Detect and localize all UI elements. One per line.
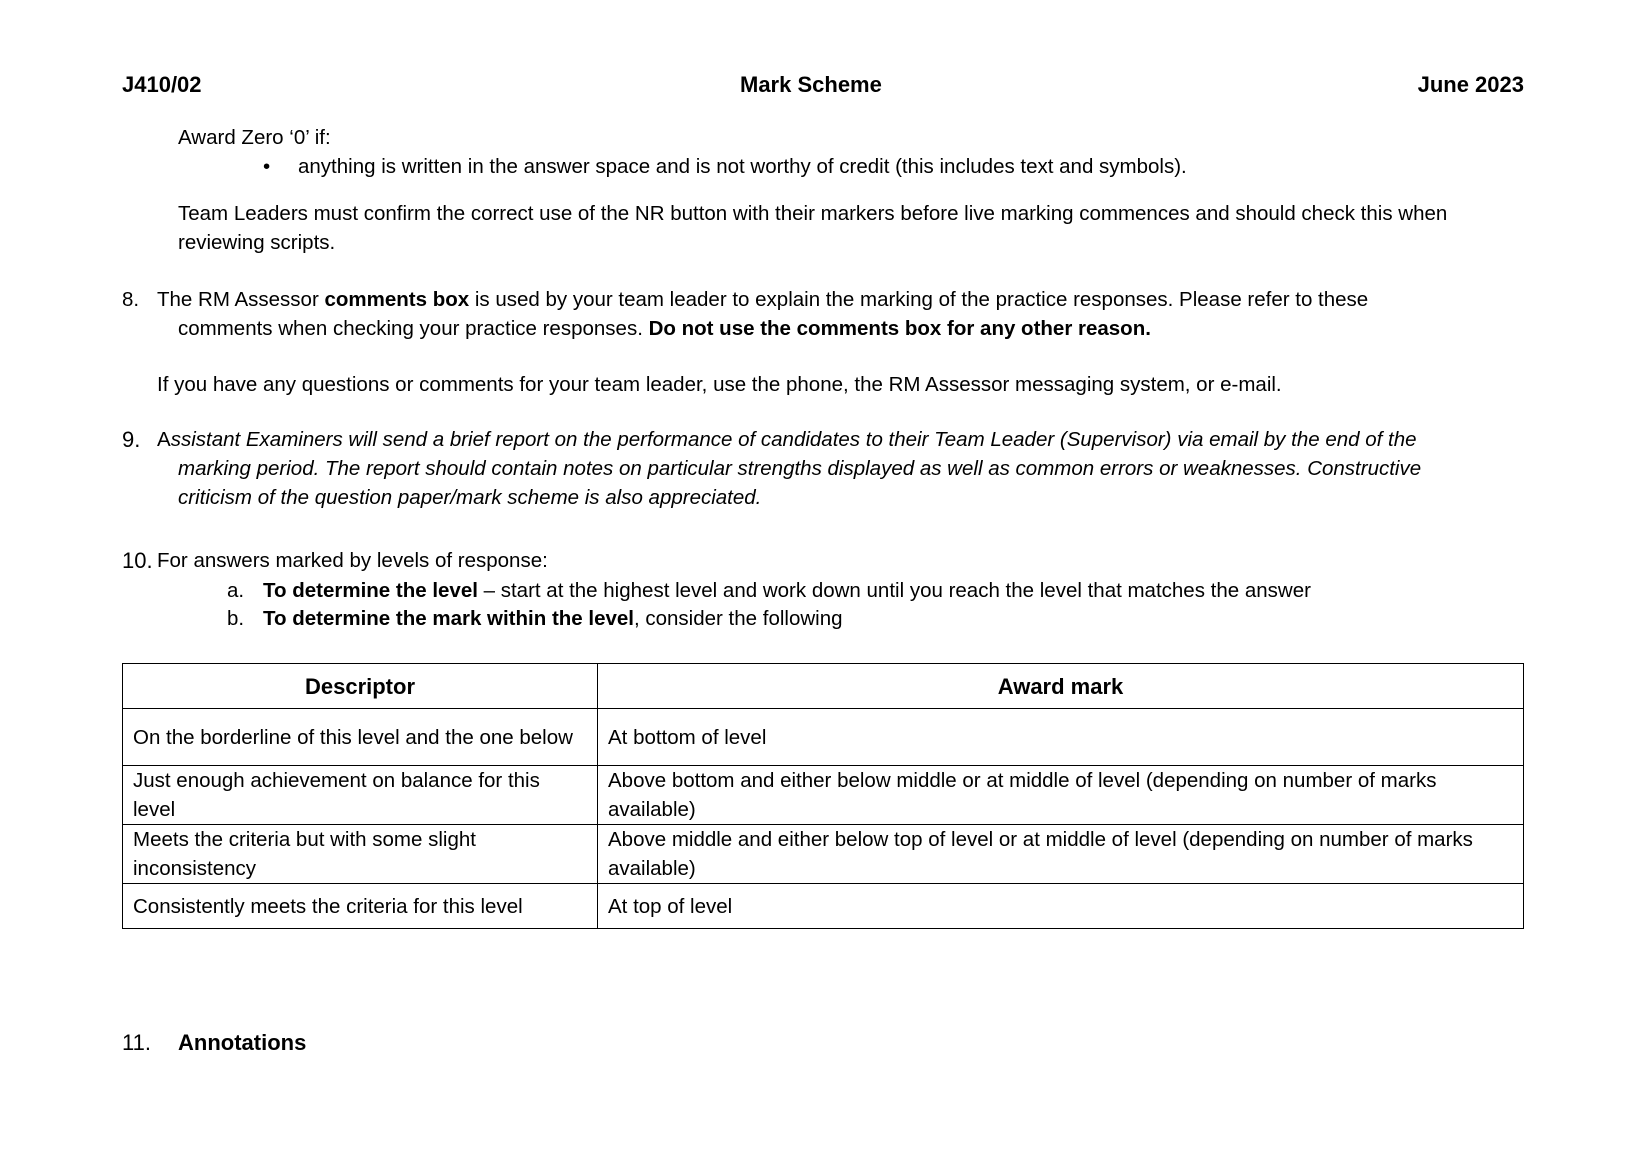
item-10-number: 10. <box>122 548 153 573</box>
team-leaders-line2: reviewing scripts. <box>178 231 336 254</box>
team-leaders-line1: Team Leaders must confirm the correct use of the NR button with their markers before live marking commences and should check this when <box>178 202 1448 225</box>
table-cell-descriptor: On the borderline of this level and the one below <box>123 709 598 766</box>
item-9-line1: Assistant Examiners will send a brief report on the performance of candidates to their Team Leader (Supervisor) via email by the end of the <box>157 428 1417 451</box>
table-row <box>123 709 1524 766</box>
item-9-number: 9. <box>122 427 141 452</box>
item-10-a-label: a. <box>227 579 245 602</box>
table-cell-descriptor: Just enough achievement on balance for this level <box>123 766 598 825</box>
zero-award-intro: Award Zero ‘0’ if: <box>178 126 331 149</box>
table-header-descriptor: Descriptor <box>123 664 598 709</box>
table-row <box>123 884 1524 929</box>
table-cell-award-mark: Above middle and either below top of level or at middle of level (depending on number of marks available) <box>598 825 1524 884</box>
item-10-a-text: To determine the level – start at the highest level and work down until you reach the level that matches the answer <box>263 579 1311 602</box>
item-10-intro: For answers marked by levels of response: <box>157 549 548 572</box>
table-header-row <box>123 664 1524 709</box>
item-10-b-text: To determine the mark within the level, consider the following <box>263 607 843 630</box>
item-10-b-label: b. <box>227 607 245 630</box>
table-header-award-mark: Award mark <box>598 664 1524 709</box>
table-cell-award-mark: At bottom of level <box>598 709 1524 766</box>
item-8-questions: If you have any questions or comments for your team leader, use the phone, the RM Assessor messaging system, or e-mail. <box>157 373 1282 396</box>
item-8-number: 8. <box>122 288 140 311</box>
item-9-line3: criticism of the question paper/mark scheme is also appreciated. <box>178 486 762 509</box>
item-8-line1: The RM Assessor comments box is used by your team leader to explain the marking of the practice responses. Please refer to these <box>157 288 1369 311</box>
zero-award-bullet: anything is written in the answer space and is not worthy of credit (this includes text and symbols). <box>298 155 1187 178</box>
item-11-title: Annotations <box>178 1030 307 1055</box>
table-cell-award-mark: Above bottom and either below middle or at middle of level (depending on number of marks available) <box>598 766 1524 825</box>
levels-table <box>122 663 1524 929</box>
table-row <box>123 766 1524 825</box>
table-cell-descriptor: Meets the criteria but with some slight inconsistency <box>123 825 598 884</box>
doc-date: June 2023 <box>1417 72 1524 97</box>
table-cell-descriptor: Consistently meets the criteria for this level <box>123 884 598 929</box>
bullet-icon: • <box>263 155 271 178</box>
item-11-number: 11. <box>122 1030 151 1055</box>
table-cell-award-mark: At top of level <box>598 884 1524 929</box>
item-9-line2: marking period. The report should contain notes on particular strengths displayed as well as common errors or weaknesses. Constructive <box>178 457 1422 480</box>
item-8-line2: comments when checking your practice responses. Do not use the comments box for any other reason. <box>178 317 1151 340</box>
table-row <box>123 825 1524 884</box>
doc-title: Mark Scheme <box>740 72 882 97</box>
doc-code: J410/02 <box>122 72 202 97</box>
